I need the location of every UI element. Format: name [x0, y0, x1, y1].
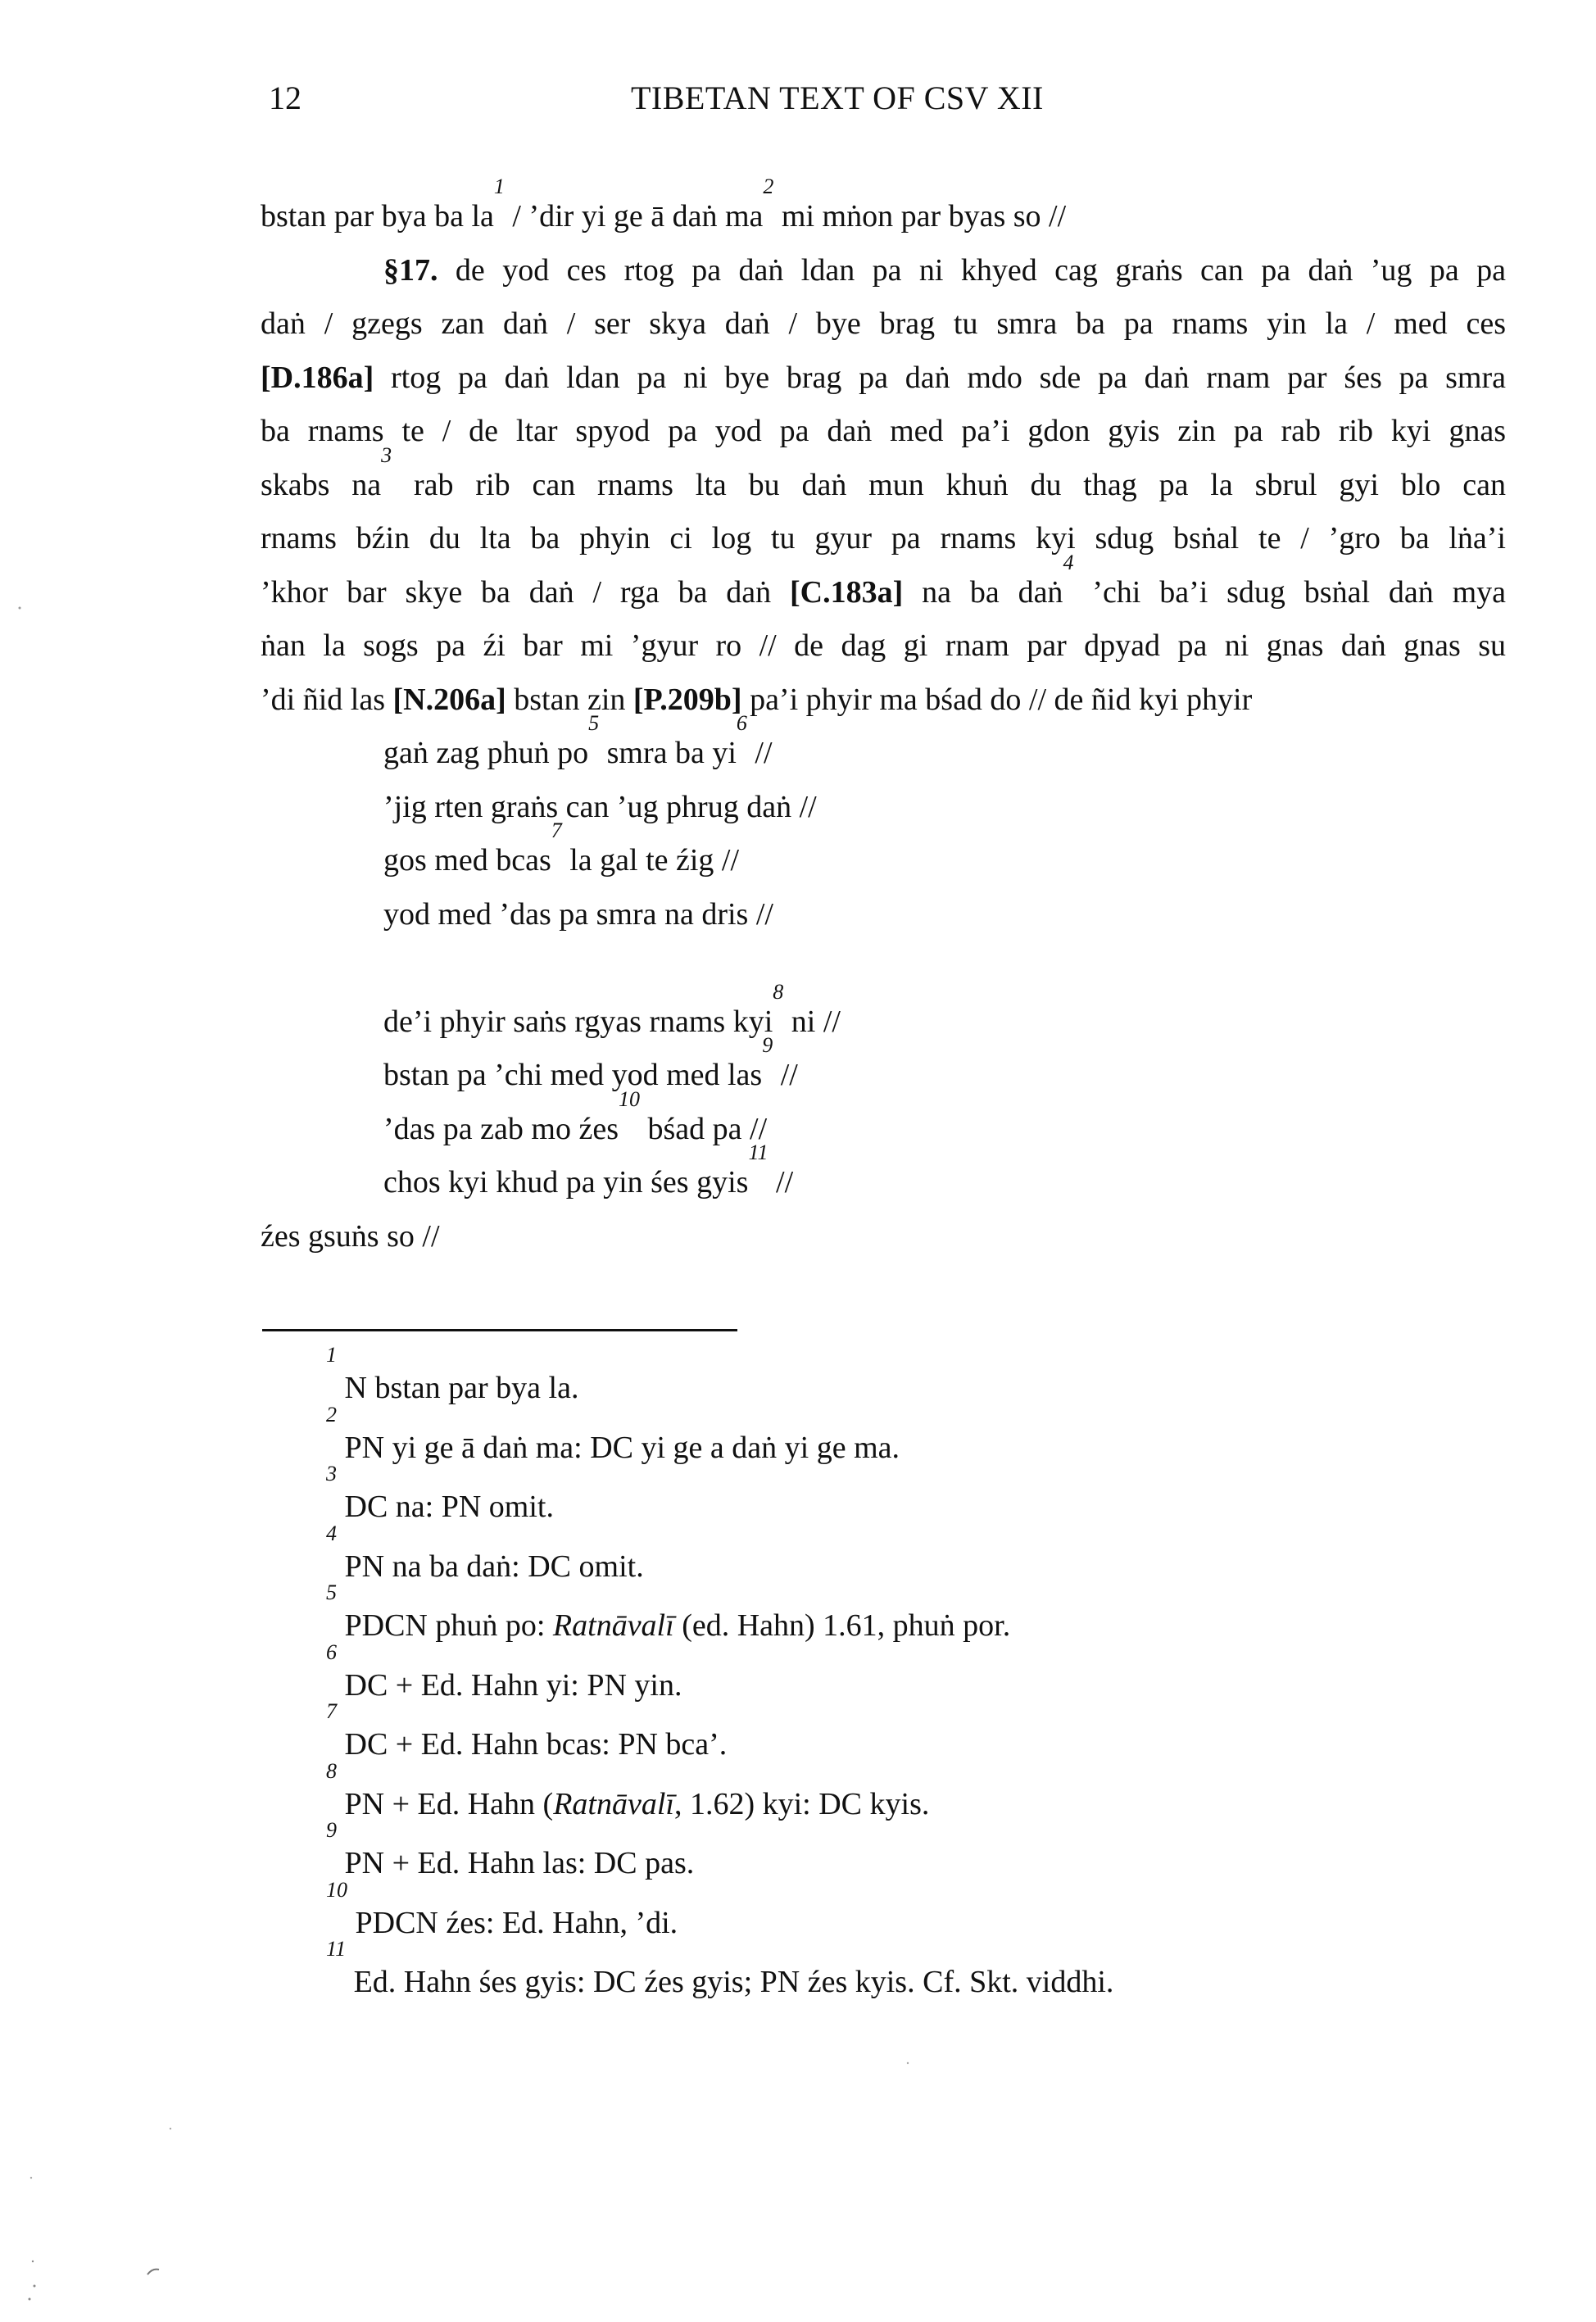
- closing-line: źes gsuṅs so //: [261, 1218, 440, 1254]
- verse-line: yod med ’das pa smra na dris //: [383, 896, 773, 932]
- footnote-ref[interactable]: 3: [381, 442, 392, 467]
- text-line: daṅ / gzegs zan daṅ / ser skya daṅ / bye brag tu smra ba pa rnams yin la / med ces: [261, 306, 1506, 341]
- footnote: $^5$ PDCN phuṅ po: Ratnāvalī (ed. Hahn) 1.61, phuṅ por.: [326, 1581, 1011, 1643]
- text-line: ’khor bar skye ba daṅ / rga ba daṅ [C.183a] na ba daṅ$^4$ ’chi ba’i sdug bsṅal daṅ mya: [261, 550, 1506, 610]
- verse-line: gaṅ zag phuṅ $po^5$ smra ba $yi^6$ //: [383, 711, 773, 770]
- text-line: skabs $na^3$ rab rib can rnams lta bu daṅ mun khuṅ du thag pa la sbrul gyi blo can: [261, 442, 1506, 502]
- folio-ref: [N.206a]: [392, 682, 506, 717]
- footnote: $^6$ DC + Ed. Hahn yi: PN yin.: [326, 1639, 682, 1703]
- text-line: ba rnams te / de ltar spyod pa yod pa daṅ med pa’i gdon gyis zin pa rab rib kyi gnas: [261, 414, 1506, 448]
- text-line: rnams bźin du lta ba phyin ci log tu gyur pa rnams kyi sdug bsṅal te / ’gro ba lṅa’i: [261, 521, 1506, 556]
- text-line: ’di ñid las [N.206a] bstan zin [P.209b] pa’i phyir ma bśad do // de ñid kyi phyir: [261, 682, 1253, 717]
- footnote: $^1$ N bstan par bya la.: [326, 1343, 579, 1405]
- text-line: §17. de yod ces rtog pa daṅ ldan pa ni khyed cag graṅs can pa daṅ ’ug pa pa: [383, 252, 1506, 288]
- footnote: $^7$ DC + Ed. Hahn bcas: PN bca’.: [326, 1699, 728, 1762]
- verse-line: de’i phyir saṅs rgyas rnams kyi$^8$ ni //: [383, 979, 841, 1039]
- folio-ref: [D.186a]: [261, 360, 374, 395]
- text-line: ṅan la sogs pa źi bar mi ’gyur ro // de dag gi rnam par dpyad pa ni gnas daṅ gnas su: [261, 628, 1506, 663]
- verse-line: bstan pa ’chi med yod med las$^9$ //: [383, 1033, 798, 1092]
- running-head: TIBETAN TEXT OF CSV XII: [631, 79, 1044, 116]
- footnote-ref[interactable]: 9: [762, 1033, 773, 1057]
- footnote: $^9$ PN + Ed. Hahn las: DC pas.: [326, 1818, 695, 1880]
- section-label: §17.: [383, 252, 438, 288]
- footnote-ref[interactable]: 8: [773, 979, 784, 1004]
- verse-line: chos kyi khud pa yin śes gyis$^{11}$ //: [383, 1141, 794, 1200]
- footnote-ref[interactable]: 11: [748, 1141, 769, 1164]
- text-line: bstan par bya ba $la^1$ / ’dir yi ge ā daṅ $ma^2$ mi mṅon par byas so //: [261, 175, 1067, 234]
- folio-ref: [P.209b]: [633, 682, 742, 717]
- verse-line: ’jig rten graṅs can ’ug phrug daṅ //: [383, 789, 817, 824]
- footnote-ref[interactable]: 4: [1063, 550, 1074, 574]
- folio-ref: [C.183a]: [790, 574, 904, 610]
- text-line: [D.186a] rtog pa daṅ ldan pa ni bye brag pa daṅ mdo sde pa daṅ rnam par śes pa smra: [261, 360, 1506, 395]
- footnote-ref[interactable]: 6: [736, 711, 747, 735]
- footnote-ref[interactable]: 1: [493, 175, 505, 198]
- footnote: $^2$ PN yi ge ā daṅ ma: DC yi ge a daṅ yi ge ma.: [326, 1402, 900, 1465]
- footnote-ref[interactable]: 2: [763, 175, 774, 198]
- footnote: $^3$ DC na: PN omit.: [326, 1462, 554, 1524]
- footnote: $^{10}$ PDCN źes: Ed. Hahn, ’di.: [326, 1877, 678, 1940]
- verse-line: gos med bcas$^7$ la gal te źig //: [383, 819, 740, 878]
- footnote-ref[interactable]: 10: [619, 1086, 640, 1111]
- footnote: $^8$ PN + Ed. Hahn (Ratnāvalī, 1.62) kyi: DC kyis.: [326, 1758, 930, 1821]
- page-number: 12: [269, 79, 302, 116]
- verse-line: ’das pa zab mo źes$^{10}$ bśad pa //: [383, 1086, 768, 1146]
- footnote-ref[interactable]: 5: [588, 711, 600, 735]
- footnote-ref[interactable]: 7: [551, 819, 562, 842]
- footnote: $^4$ PN na ba daṅ: DC omit.: [326, 1521, 644, 1584]
- footnote: $^{11}$ Ed. Hahn śes gyis: DC źes gyis; PN źes kyis. Cf. Skt. viddhi.: [326, 1937, 1114, 1999]
